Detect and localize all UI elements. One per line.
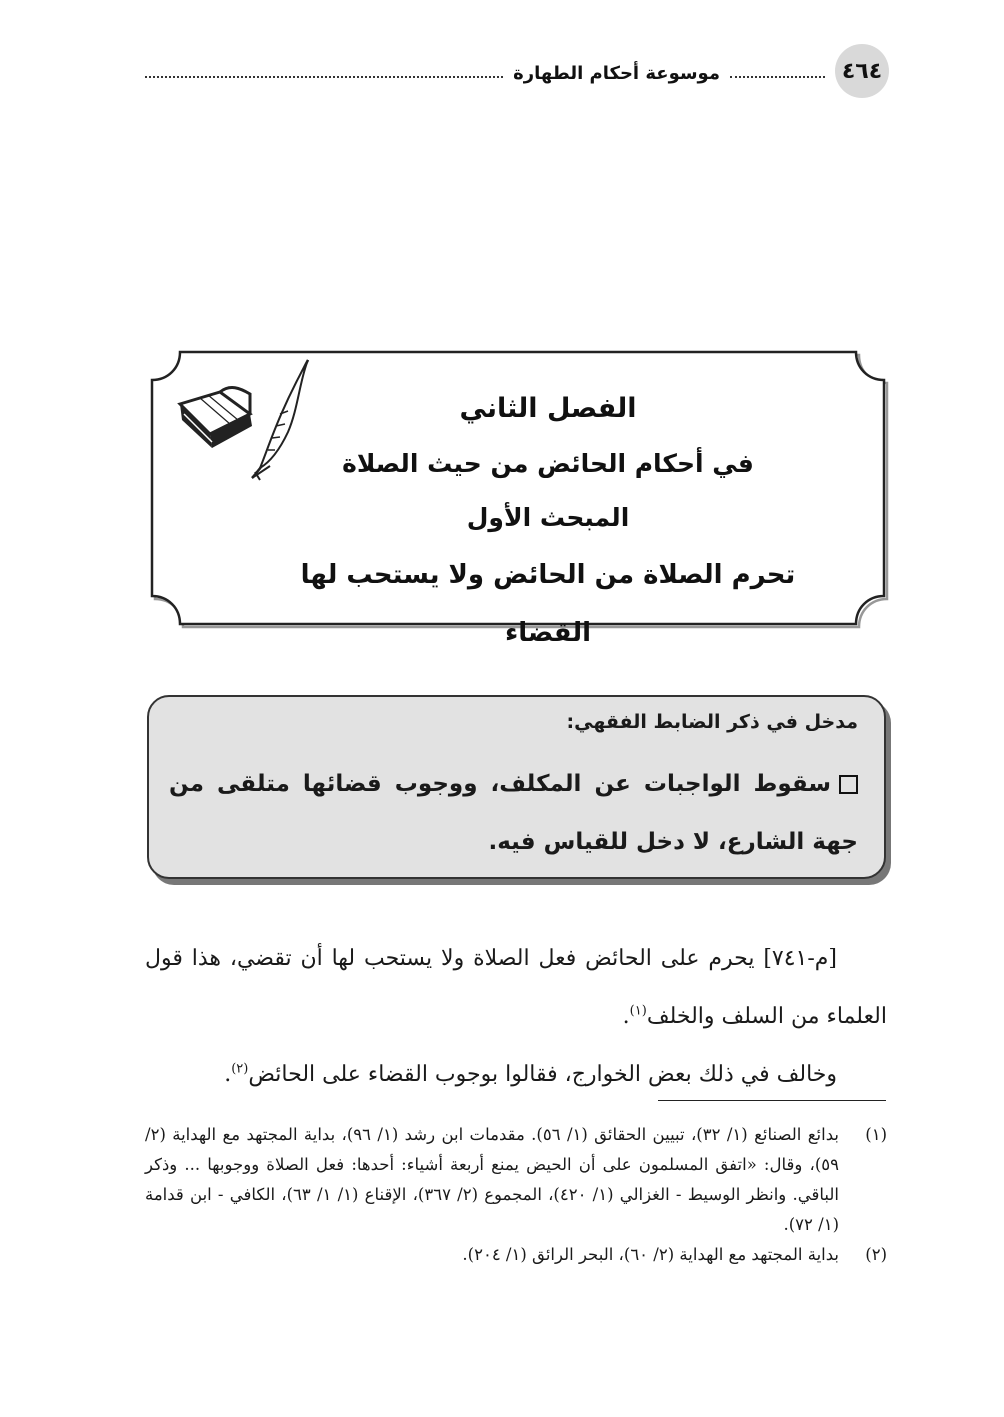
footnote-ref-1[interactable]: (١): [629, 1003, 647, 1019]
paragraph-2-text: وخالف في ذلك بعض الخوارج، فقالوا بوجوب القضاء على الحائض: [248, 1062, 837, 1087]
footnote-number: (١): [865, 1125, 887, 1144]
paragraph-2: [145, 1046, 887, 1104]
paragraph-1-text: [م-٧٤١] يحرم على الحائض فعل الصلاة ولا يستحب لها أن تقضي، هذا قول العلماء من السلف والخلف: [145, 946, 887, 1029]
section-title: المبحث الأول: [466, 503, 630, 532]
book-title: موسوعة أحكام الطهارة: [513, 62, 720, 84]
paragraph-1: [145, 930, 887, 1046]
main-text: [145, 930, 887, 1104]
square-bullet-icon: [839, 775, 858, 794]
paragraph-2-end: .: [224, 1062, 232, 1087]
footnote-text: بداية المجتهد مع الهداية (٢/ ٦٠)، البحر الرائق (١/ ٢٠٤).: [462, 1245, 839, 1264]
footnote-ref-2[interactable]: (٢): [231, 1061, 249, 1077]
jurisprudential-rule-box: [147, 695, 886, 879]
header-dots-right: [730, 76, 825, 78]
footnote-2: [145, 1240, 887, 1270]
rule-text: سقوط الواجبات عن المكلف، ووجوب قضائها متلقى من جهة الشارع، لا دخل للقياس فيه.: [169, 771, 858, 855]
chapter-subtitle: في أحكام الحائض من حيث الصلاة: [342, 449, 754, 478]
footnotes: [145, 1120, 887, 1270]
rule-body: [169, 755, 858, 871]
paragraph-1-end: .: [622, 1004, 630, 1029]
chapter-title-frame: [146, 346, 890, 648]
section-subtitle: تحرم الصلاة من الحائض ولا يستحب لها القضاء: [300, 560, 796, 648]
running-header: [145, 58, 825, 88]
footnote-number: (٢): [865, 1245, 887, 1264]
footnote-separator: [658, 1100, 886, 1101]
chapter-title: الفصل الثاني: [459, 393, 637, 424]
chapter-headings: [266, 380, 830, 648]
header-dots-left: [145, 76, 503, 78]
page-number: ٤٦٤: [835, 44, 889, 98]
footnote-text: بدائع الصنائع (١/ ٣٢)، تبيين الحقائق (١/ ٥٦). مقدمات ابن رشد (١/ ٩٦)، بداية المجتهد مع الهداية (٢/ ٥٩)، وقال: «اتفق المسلمون على أن الحيض يمنع أربعة أشياء: أحدها: فعل الصلاة ووجوبها ... وذكر الباقي. وانظر الوسيط - الغزالي (١/ ٤٢٠)، المجموع (٢/ ٣٦٧)، الإقناع (١/ ١/ ٦٣)، الكافي - ابن قدامة (١/ ٧٢).: [145, 1125, 839, 1234]
rule-heading: مدخل في ذكر الضابط الفقهي:: [566, 711, 858, 733]
footnote-1: [145, 1120, 887, 1240]
